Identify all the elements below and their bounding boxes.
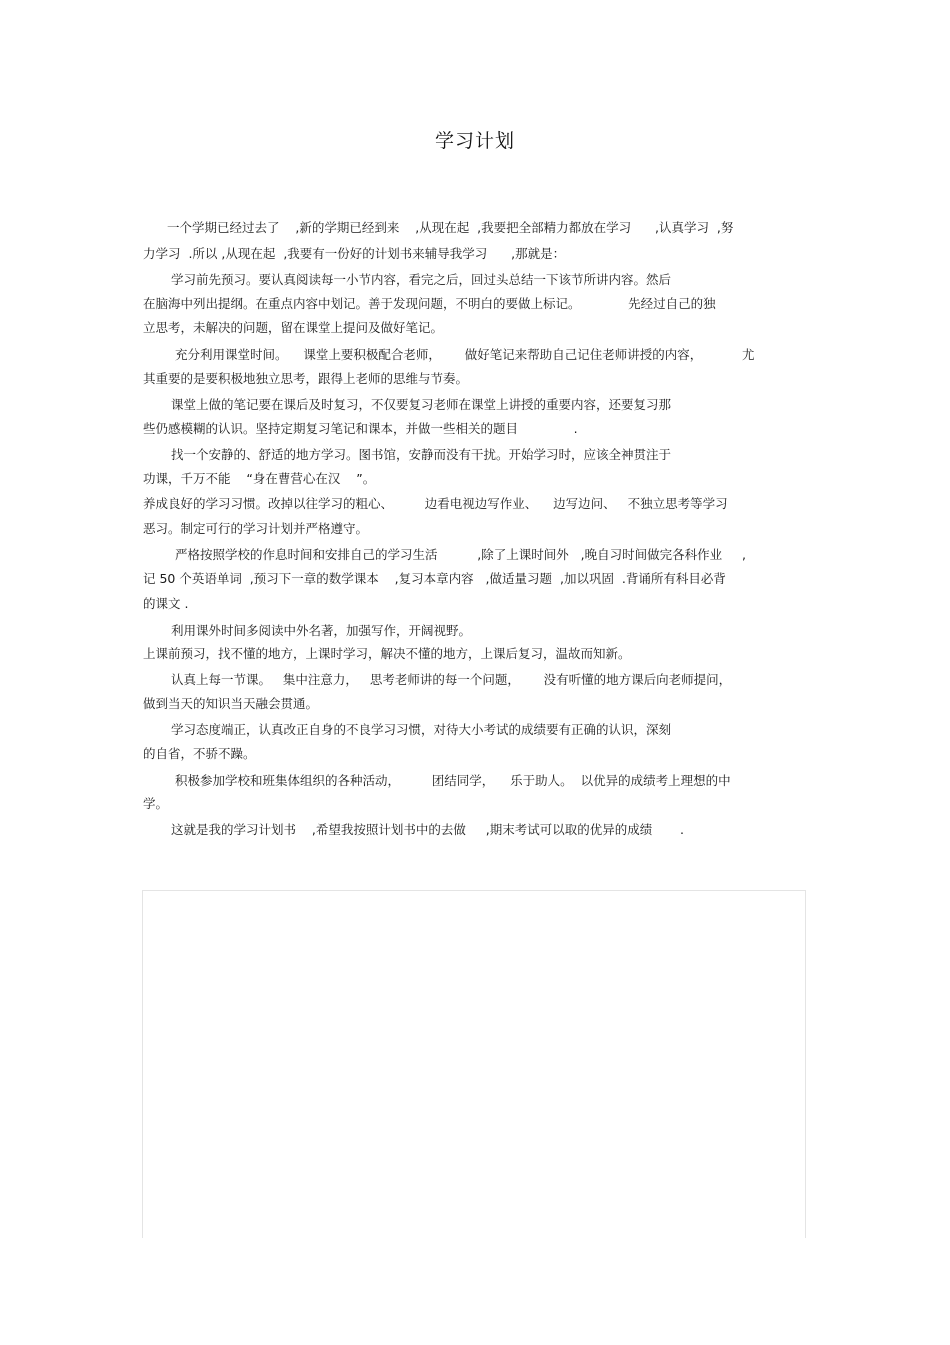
text-line: 的课文 . (143, 596, 189, 611)
text-line: 力学习 .所以 ,从现在起 ,我要有一份好的计划书来辅导我学习 ,那就是： (143, 246, 566, 261)
page-title: 学习计划 (434, 130, 515, 152)
text-line: 利用课外时间多阅读中外名著，加强写作，开阔视野。 (171, 623, 472, 638)
text-line: 学习前先预习。要认真阅读每一小节内容，看完之后，回过头总结一下该节所讲内容。然后 (171, 272, 672, 287)
text-line: 在脑海中列出提纲。在重点内容中划记。善于发现问题，不明白的要做上标记。 先经过自己的独 (143, 296, 716, 311)
text-line: 学。 (143, 796, 169, 811)
text-line: 充分利用课堂时间。 课堂上要积极配合老师， 做好笔记来帮助自己记住老师讲授的内容， 尤 (175, 347, 755, 362)
blank-frame (142, 890, 806, 1238)
text-line: 一个学期已经过去了 ,新的学期已经到来 ,从现在起 ,我要把全部精力都放在学习 ,认真学习 ,努 (167, 220, 734, 235)
text-line: 学习态度端正，认真改正自身的不良学习习惯，对待大小考试的成绩要有正确的认识，深刻 (171, 722, 672, 737)
text-line: 其重要的是要积极地独立思考，跟得上老师的思维与节奏。 (143, 371, 469, 386)
text-line: 课堂上做的笔记要在课后及时复习，不仅要复习老师在课堂上讲授的重要内容，还要复习那 (171, 397, 672, 412)
text-line: 记 50 个英语单词 ,预习下一章的数学课本 ,复习本章内容 ,做适量习题 ,加以巩固 .背诵所有科目必背 (143, 571, 726, 586)
text-line: 严格按照学校的作息时间和安排自己的学习生活 ,除了上课时间外 ,晚自习时间做完各科作业 , (175, 547, 746, 562)
text-line: 这就是我的学习计划书 ,希望我按照计划书中的去做 ,期末考试可以取的优异的成绩 . (171, 822, 684, 837)
text-line: 认真上每一节课。 集中注意力， 思考老师讲的每一个问题， 没有听懂的地方课后向老师提问， (171, 672, 732, 687)
text-line: 的自省，不骄不躁。 (143, 746, 256, 761)
text-line: 积极参加学校和班集体组织的各种活动， 团结同学， 乐于助人。 以优异的成绩考上理想的中 (175, 773, 731, 788)
text-line: 找一个安静的、舒适的地方学习。图书馆，安静而没有干扰。开始学习时，应该全神贯注于 (171, 447, 672, 462)
text-line: 功课，千万不能 “身在曹营心在汉 ”。 (143, 471, 376, 486)
text-line: 养成良好的学习习惯。改掉以往学习的粗心、 边看电视边写作业、 边写边问、 不独立思考等学习 (143, 496, 728, 511)
text-line: 做到当天的知识当天融会贯通。 (143, 696, 319, 711)
text-line: 恶习。制定可行的学习计划并严格遵守。 (143, 521, 369, 536)
text-line: 立思考，未解决的问题，留在课堂上提问及做好笔记。 (143, 320, 444, 335)
text-line: 些仍感模糊的认识。坚持定期复习笔记和课本，并做一些相关的题目 . (143, 421, 578, 436)
text-line: 上课前预习，找不懂的地方，上课时学习，解决不懂的地方，上课后复习，温故而知新。 (143, 646, 631, 661)
